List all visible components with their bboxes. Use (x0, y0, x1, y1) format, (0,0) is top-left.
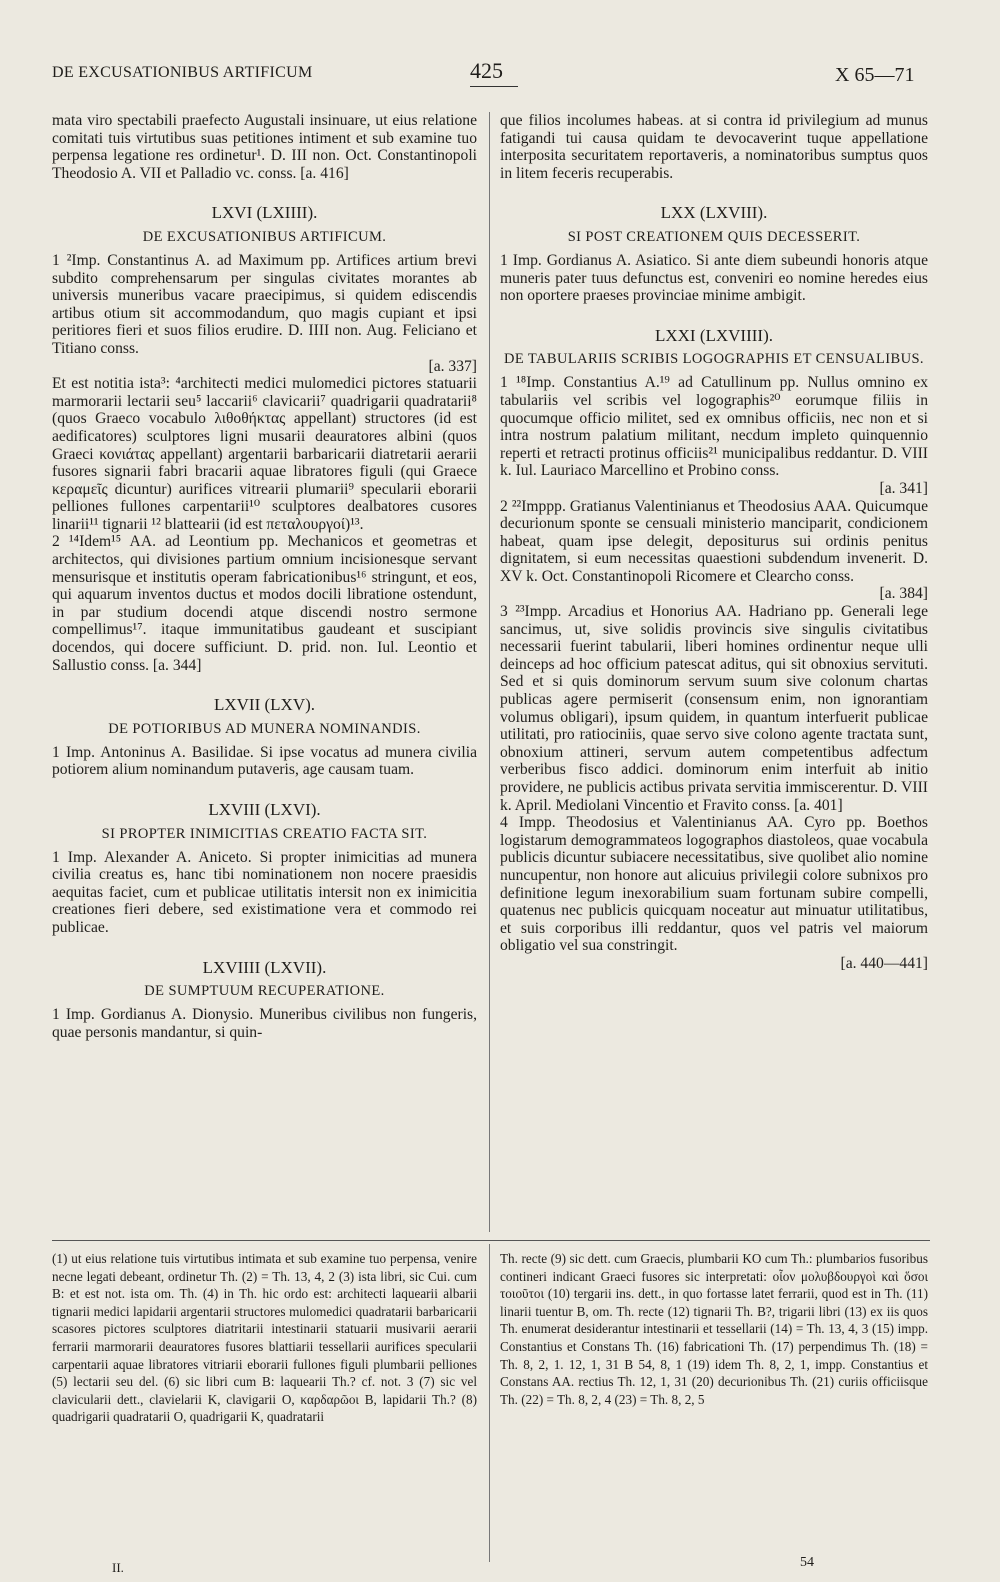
section-69-title: DE SUMPTUUM RECUPERATIONE. (144, 983, 385, 1000)
section-71-law-3: 3 ²³Impp. Arcadius et Honorius AA. Hadriano pp. Generali lege sancimus, ut, sive solidis provincis sive singulis civitatibus necessarii fuerint tabularii, liberi homines ordinentur neque ulli deinceps ad hoc officium patescat aditus, qui sit obnoxius servituti. Sed et si quis dominorum servum suum sive colonum chartas publicas agere permiserit (consensum enim, non ignorantiam volumus obligari), ipsum quidem, in quantum interfuerit publicae utilitati, pro ratiociniis, quae servo sive colono agente tractata sunt, obnoxium attineri, servum autem competentibus adfectum verberibus fisco addici. dominorum enim interfuit ab initio providere, ne publicis actibus privata servitia immiscerentur. D. VIII k. April. Mediolani Vincentio et Fravito conss. [a. 401] (500, 603, 928, 814)
running-head-range: X 65—71 (835, 64, 915, 86)
continued-paragraph-right: que filios incolumes habeas. at si contra id privilegium ad munus fatigandi tui causa quidam te devocaverint tuque appellatione interposita securitatem reportaveris, a nominatoribus sumptus quos in litem feceris recuperabis. (500, 112, 928, 182)
section-71-law-2-date: [a. 384] (879, 585, 928, 603)
section-66-law-2: 2 ¹⁴Idem¹⁵ AA. ad Leontium pp. Mechanicos et geometras et architectos, qui divisiones partium omnium incisionesque servant mensurisque et institutis operam fabricationibus¹⁶ stringunt, et eos, qui aquarum inventos ductus et modos docili libratione ostendunt, in par studium docendi atque discendi nostro sermone compellimus¹⁷. itaque immunitatibus gaudeant et suscipiant docendos, qui docere sufficiunt. D. prid. non. Iul. Leontio et Sallustio conss. [a. 344] (52, 533, 477, 674)
section-66-law-1-date: [a. 337] (428, 357, 477, 375)
continued-paragraph: mata viro spectabili praefecto Augustali insinuare, ut eius relatione comitati tuis virtutibus suas petitiones intiment et sub examine tuo perpensa legatione res ordinetur¹. D. III non. Oct. Constantinopoli Theodosio A. VII et Palladio vc. conss. [a. 416] (52, 112, 477, 182)
right-column (500, 112, 928, 973)
section-71-law-4-date: [a. 440—441] (840, 954, 928, 972)
section-66-notitia: Et est notitia ista³: ⁴architecti medici mulomedici pictores statuarii marmorarii lectarii seu⁵ laccarii⁶ clavicarii⁷ quadrigarii quadratarii⁸ (quos Graeco vocabulo λιθοθήκτας appellant) structores (id est aedificatores) sculptores ligni musarii deauratores albini (quos Graeci κονιάτας appellant) argentarii barbaricarii diatretarii aerarii fusores signarii fabri bracarii aquae libratores figuli (qui Graece κεραμεῖς dicuntur) aurifices vitrearii plumarii⁹ specularii eborarii pelliones fullones carpentarii¹⁰ sculptores dealbatores cusores linarii¹¹ tignarii ¹² blattearii (id est πεταλουργοί)¹³. (52, 375, 477, 533)
footnote-rule (52, 1240, 930, 1241)
signature-mark: II. (112, 1560, 124, 1575)
footnote-column-divider (489, 1244, 490, 1562)
section-69-number: LXVIIII (LXVII). (202, 957, 327, 977)
section-67-number: LXVII (LXV). (213, 695, 316, 715)
sheet-number: 54 (800, 1555, 814, 1570)
section-66-law-1: 1 ²Imp. Constantinus A. ad Maximum pp. Artifices artium brevi subdito comprehensarum per singulas civitates morantes ab universis muneribus vacare praecipimus, si quidem ediscendis artibus otium sit accommodandum, quo magis cupiant et ipsi peritiores fieri et suos filios erudire. D. IIII non. Aug. Feliciano et Titiano conss. (52, 251, 477, 357)
section-71-law-2: 2 ²²Imppp. Gratianus Valentinianus et Theodosius AAA. Quicumque decurionum sponte se censuali ministerio manciparit, condicionem habeat, quam ipse delegit, depositurus sui ordinis penitus dignitatem, si eum necessitas quaestioni subdendum invenerit. D. XV k. Oct. Constantinopoli Ricomere et Clearcho conss. (500, 497, 928, 585)
section-68-law-1: 1 Imp. Alexander A. Aniceto. Si propter inimicitias ad munera civilia creatus es, hanc tibi nominationem non nocere praesidis aequitas faciet, cum et publicae utilitatis intersit non ex inimicitia creationes fieri debere, sed existimatione vera et commodo rei publicae. (52, 848, 477, 936)
left-column (52, 112, 477, 1041)
section-71-law-1-date: [a. 341] (879, 479, 928, 497)
section-66-title: DE EXCUSATIONIBUS ARTIFICUM. (142, 228, 387, 245)
section-67-title: DE POTIORIBUS AD MUNERA NOMINANDIS. (108, 720, 421, 737)
footnotes-right: Th. recte (9) sic dett. cum Graecis, plumbarii KO cum Th.: plumbarios fusoribus contineri indicant Graeci fusores sic interpretati: οἷον μολυβδουργοὶ καὶ ὅσοι τοιοῦτοι (10) tergarii ins. dett., in quo fortasse latet ferrarii, quod est in Th. (11) linarii tuentur B, om. Th. recte (12) tignarii Th. B?, trigarii libri (13) ex iis quos Th. enumerat desiderantur intestinarii et tessellarii (14) = Th. 13, 4, 3 (15) impp. Constantius et Constans Th. (16) fabricationi Th. (17) perpendimus Th. (18) = Th. 8, 2, 1. 12, 1, 31 B 54, 8, 1 (19) idem Th. 8, 2, 1, impp. Constantius et Constans AA. rectius Th. 12, 1, 31 (20) decurionibus Th. (21) curiis officiisque Th. (22) = Th. 8, 2, 4 (23) = Th. 8, 2, 5 (500, 1251, 928, 1407)
running-head-title: DE EXCUSATIONIBUS ARTIFICUM (52, 64, 313, 81)
section-70-law-1: 1 Imp. Gordianus A. Asiatico. Si ante diem subeundi honoris atque muneris pater tuus defunctus est, conveniri eo nomine heredes eius non oportere praeses provinciae minime ambigit. (500, 251, 928, 305)
page-number-rule (470, 86, 518, 87)
section-70-number: LXX (LXVIII). (660, 203, 768, 223)
section-71-title: DE TABULARIIS SCRIBIS LOGOGRAPHIS ET CENSUALIBUS. (504, 351, 924, 368)
section-70-title: SI POST CREATIONEM QUIS DECESSERIT. (567, 228, 861, 245)
column-divider (489, 112, 490, 1232)
section-71-law-4: 4 Impp. Theodosius et Valentinianus AA. Cyro pp. Boethos logistarum demogrammateos logographos diastoleos, quae vocabula publicis dicuntur subiacere necessitatibus, sive quolibet alio nomine nuncupentur, non honore aut alicuius privilegii colore subnixos pro definitione legum inexorabilium suam fortunam subire compelli, quatenus nec publicis quicquam noceatur aut minuatur utilitatibus, et suis corporibus illi reddantur, quos vel patris vel maiorum obligatio vel sua constringit. (500, 814, 928, 955)
page-number: 425 (470, 58, 503, 83)
footnotes-left: (1) ut eius relatione tuis virtutibus intimata et sub examine tuo perpensa, venire necne legati debeant, ordinetur Th. (2) = Th. 13, 4, 2 (3) ista libri, sic Cui. cum B: et est not. ista om. Th. (4) in Th. hic ordo est: architecti laquearii albarii tignarii medici lapidarii argentarii structores mulomedici quadratarii barbaricarii scasores pictores sculptores diatritarii intestinarii statuarii musivarii aerarii ferrarii marmorarii deauratores fusores blattiarii tessellarii aurifices specularii carpentarii aquae libratores vitriarii eborarii fullones figuli plumbarii pelliones (5) lectarii seu del. (6) sic libri cum B: laquearii Th.? cf. not. 3 (7) sic vel clavicularii dett., clavielarii K, clavigarii O, καρδαρῶοι B, lapidarii Th.? (8) quadrigarii quadratarii O, quadrigarii K, quadratarii (52, 1251, 477, 1425)
section-69-law-1: 1 Imp. Gordianus A. Dionysio. Muneribus civilibus non fungeris, quae personis mandantur, si quin- (52, 1006, 477, 1041)
section-71-number: LXXI (LXVIIII). (654, 325, 773, 345)
section-66-number: LXVI (LXIIII). (211, 203, 318, 223)
section-68-title: SI PROPTER INIMICITIAS CREATIO FACTA SIT. (101, 825, 428, 842)
section-71-law-1: 1 ¹⁸Imp. Constantius A.¹⁹ ad Catullinum pp. Nullus omnino ex tabulariis vel scribis vel logographis²⁰ eorumque filiis in quocumque officio militet, sed ex omnibus officiis, nec non et si intra nostrum palatium militant, necdum impleto quinquennio reperti et retracti protinus officiis²¹ municipalibus reddantur. D. VIII k. Iul. Lauriaco Marcellino et Probino conss. (500, 374, 928, 480)
section-68-number: LXVIII (LXVI). (208, 800, 321, 819)
section-67-law-1: 1 Imp. Antoninus A. Basilidae. Si ipse vocatus ad munera civilia potiorem alium nominandum putaveris, age causam tuam. (52, 743, 477, 779)
